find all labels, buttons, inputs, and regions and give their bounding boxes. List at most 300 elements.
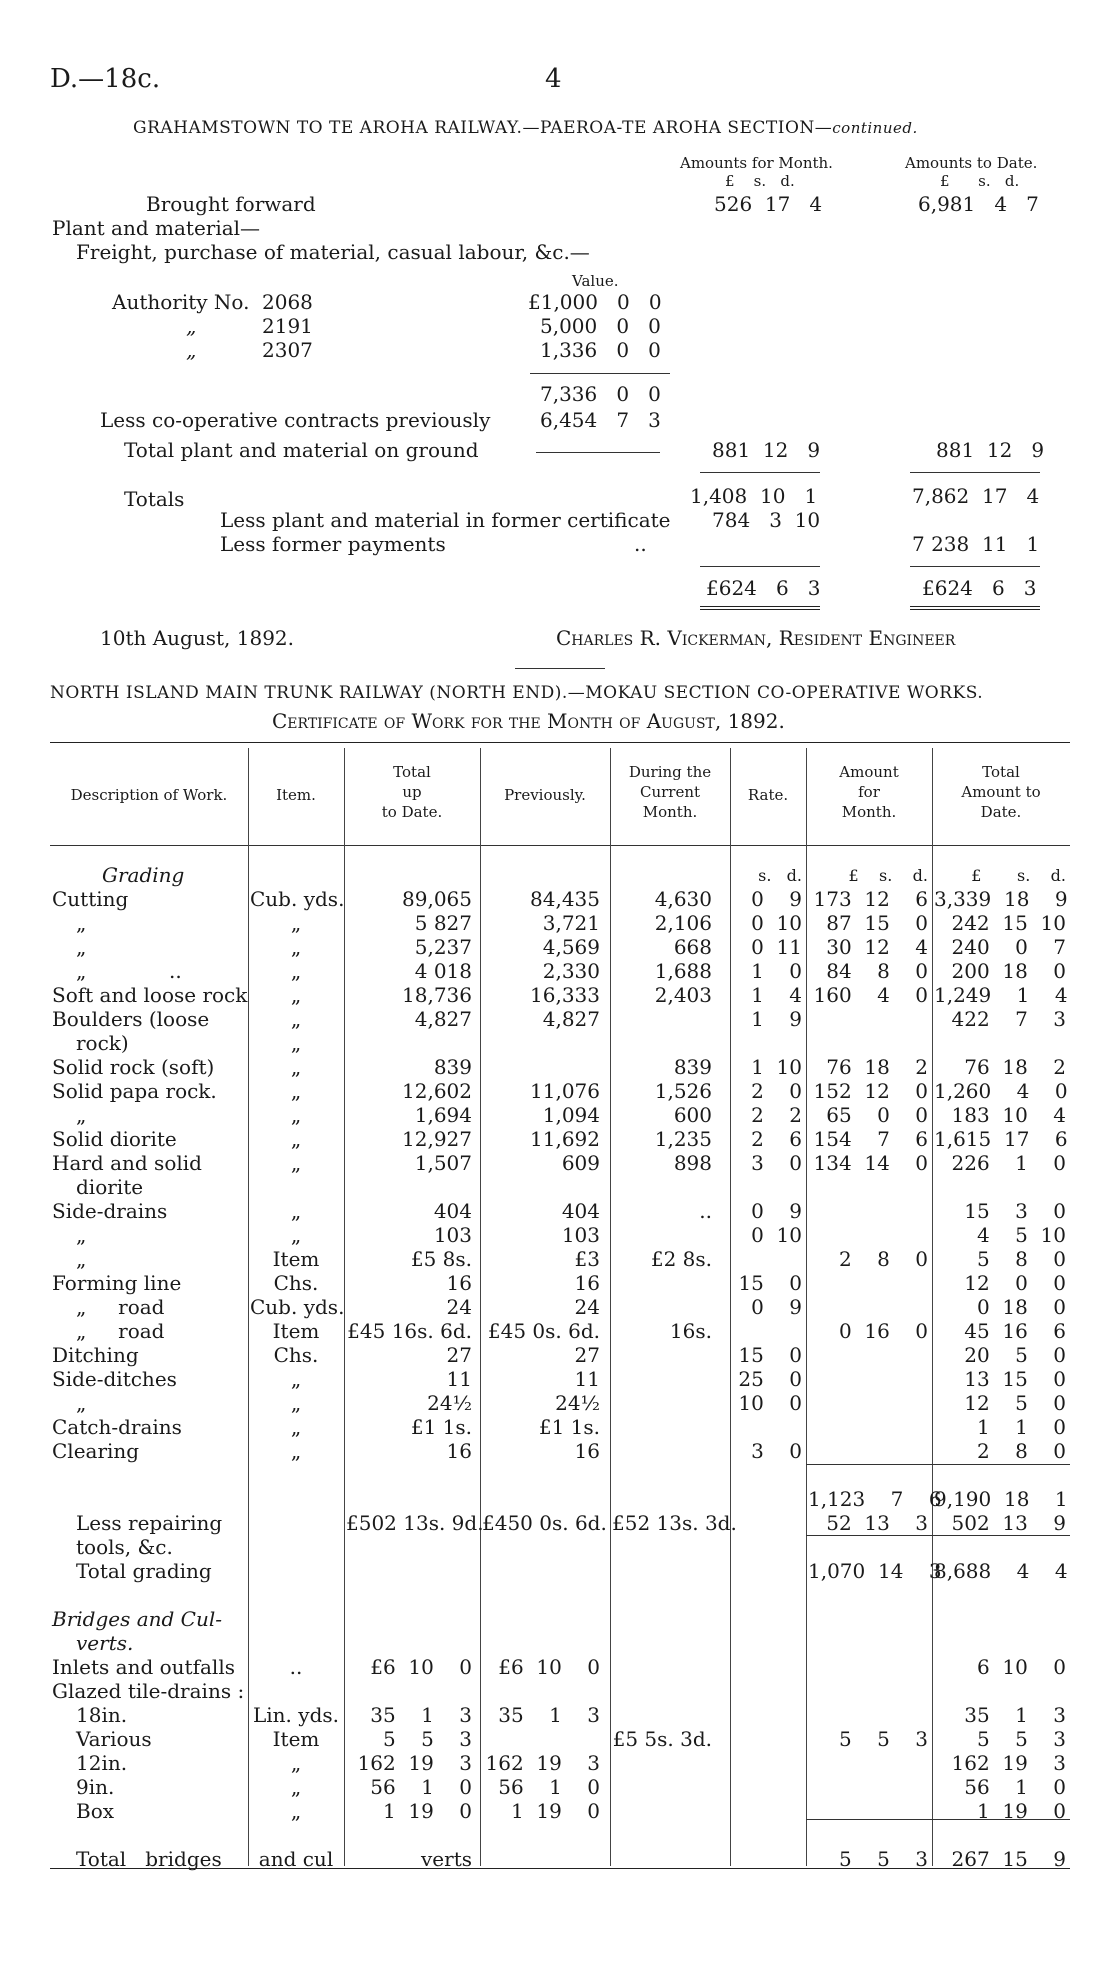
table-cell-tot: 1 19 0 (976, 1799, 1066, 1823)
lsd-header-month: £ s. d. (725, 172, 795, 190)
table-cell-rate: 3 0 (751, 1439, 802, 1463)
page-number: 4 (545, 64, 562, 94)
final-date: £624 6 3 (922, 576, 1037, 600)
header-line: Month. (841, 803, 897, 821)
table-cell-prev: 16,333 (530, 983, 600, 1007)
table-cell-rate: 0 10 (751, 1223, 802, 1247)
table-cell-tot: 2 8 0 (976, 1439, 1066, 1463)
table-cell-amt: 2 8 0 (838, 1247, 928, 1271)
subtotal-rule (530, 373, 670, 374)
table-cell-cur: 1,235 (654, 1127, 712, 1151)
table-cell-tot: 15 3 0 (964, 1199, 1066, 1223)
table-cell-total: £1 1s. (410, 1415, 472, 1439)
less-plant-former-label: Less plant and material in former certificate (220, 508, 671, 532)
table-cell-item: „ (290, 959, 302, 983)
table-cell-item: Item (272, 1319, 320, 1343)
table-cell-prev: 24 (574, 1295, 600, 1319)
less-plant-former-month: 784 3 10 (712, 508, 821, 532)
column-divider (610, 748, 611, 1866)
table-cell-cur: £2 8s. (650, 1247, 712, 1271)
table-cell-cur: £5 5s. 3d. (612, 1727, 712, 1751)
freight-label: Freight, purchase of material, casual labour, &c.— (76, 240, 590, 264)
table-cell-desc: „ .. (76, 959, 182, 983)
table-cell-tot: 200 18 0 (951, 959, 1066, 983)
table-cell-total: 1 19 0 (382, 1799, 472, 1823)
table-cell-desc: Total bridges (76, 1847, 222, 1871)
table-cell-item: „ (290, 1031, 302, 1055)
leader-rule (536, 452, 660, 453)
table-cell-amt: 0 16 0 (838, 1319, 928, 1343)
table-cell-desc: Inlets and outfalls (52, 1655, 235, 1679)
table-cell-rate: 0 10 (751, 911, 802, 935)
table-cell-item: „ (290, 1151, 302, 1175)
header-total-amount (932, 762, 1070, 822)
table-cell-desc: Solid diorite (52, 1127, 177, 1151)
table-cell-cur: 2,106 (654, 911, 712, 935)
header-line: for (858, 783, 880, 801)
table-cell-tot: 242 15 10 (951, 911, 1066, 935)
section2-title: NORTH ISLAND MAIN TRUNK RAILWAY (NORTH END).—MOKAU SECTION CO-OPERATIVE WORKS. (50, 683, 984, 703)
table-cell-cur: 1,688 (654, 959, 712, 983)
table-cell-desc: Cutting (52, 887, 129, 911)
table-cell-total: 24 (446, 1295, 472, 1319)
table-top-rule (50, 742, 1070, 743)
table-cell-rate: 0 9 (751, 1295, 802, 1319)
authority-number: 2307 (262, 338, 313, 362)
table-cell-tot: 45 16 6 (964, 1319, 1066, 1343)
table-cell-item: „ (290, 1799, 302, 1823)
table-cell-desc: Ditching (52, 1343, 139, 1367)
section-divider (515, 668, 605, 669)
table-cell-rate: 2 6 (751, 1127, 802, 1151)
table-cell-rate: 0 9 (751, 1199, 802, 1223)
table-cell-prev: 24½ (555, 1391, 600, 1415)
section2-subtitle: Certificate of Work for the Month of August, 1892. (272, 709, 785, 733)
header-line: During the (628, 763, 712, 781)
table-cell-amt: 173 12 6 (813, 887, 928, 911)
bridges-total-rule (806, 1819, 1070, 1820)
table-cell-rate: 10 0 (738, 1391, 802, 1415)
header-rate (730, 786, 806, 804)
table-cell-desc: „ (76, 1103, 87, 1127)
total-plant-date: 881 12 9 (936, 438, 1045, 462)
header-description (50, 786, 248, 804)
column-divider (248, 748, 249, 1866)
header-line: Total (982, 763, 1020, 781)
lsd-header-date: £ s. d. (940, 172, 1020, 190)
table-cell-desc: „ (76, 1391, 87, 1415)
table-cell-amt: 134 14 0 (813, 1151, 928, 1175)
table-cell-tot: 1,260 4 0 (934, 1079, 1068, 1103)
table-cell-tot: 3,339 18 9 (934, 887, 1068, 911)
table-cell-tot: 12 5 0 (964, 1391, 1066, 1415)
table-cell-item: Cub. yds. (250, 887, 345, 911)
table-cell-tot: 0 18 0 (976, 1295, 1066, 1319)
authority-label: Authority No. (112, 290, 250, 314)
table-cell-item: „ (290, 1223, 302, 1247)
table-cell-desc: Total grading (76, 1559, 212, 1583)
table-cell-prev: 16 (574, 1439, 600, 1463)
table-cell-prev: 103 (561, 1223, 600, 1247)
table-cell-tot: 1,249 1 4 (934, 983, 1068, 1007)
col-header-date: Amounts to Date. (905, 154, 1038, 172)
table-cell-total: 89,065 (402, 887, 472, 911)
header-rate-text: Rate. (747, 786, 789, 804)
table-cell-prev: £1 1s. (538, 1415, 600, 1439)
page-reference: D.—18c. (50, 64, 161, 94)
table-cell-item: „ (290, 1439, 302, 1463)
table-cell-tot: 422 7 3 (951, 1007, 1066, 1031)
table-cell-cur: 898 (673, 1151, 712, 1175)
table-cell-item: Chs. (273, 1343, 319, 1367)
table-cell-desc: „ road (76, 1319, 165, 1343)
less-former-date: 7 238 11 1 (912, 532, 1040, 556)
total-grading-rule-amount (806, 1535, 932, 1536)
table-cell-rate: 15 0 (738, 1271, 802, 1295)
table-header-rule (50, 845, 1070, 846)
table-cell-desc: tools, &c. (76, 1535, 173, 1559)
table-cell-prev: 11 (574, 1367, 600, 1391)
table-cell-amt: 5 5 3 (838, 1727, 928, 1751)
table-cell-total: 5,237 (414, 935, 472, 959)
table-cell-item: Chs. (273, 1271, 319, 1295)
less-former-dots: .. (634, 532, 647, 556)
table-cell-total: 11 (446, 1367, 472, 1391)
date-line: 10th August, 1892. (100, 626, 295, 650)
table-cell-tot: 226 1 0 (951, 1151, 1066, 1175)
table-cell-desc: Clearing (52, 1439, 140, 1463)
section1-title-text: GRAHAMSTOWN TO TE AROHA RAILWAY.—PAEROA-TE AROHA SECTION— (133, 118, 833, 138)
brought-forward-month: 526 17 4 (714, 192, 823, 216)
table-cell-total: 35 1 3 (370, 1703, 472, 1727)
table-cell-tot: 1 1 0 (976, 1415, 1066, 1439)
header-line: Total (393, 763, 431, 781)
table-cell-total: 4,827 (414, 1007, 472, 1031)
table-cell-tot: 162 19 3 (951, 1751, 1066, 1775)
table-cell-total: £5 8s. (410, 1247, 472, 1271)
table-cell-desc: Side-drains (52, 1199, 168, 1223)
table-cell-prev: 27 (574, 1343, 600, 1367)
table-cell-tot: 20 5 0 (964, 1343, 1066, 1367)
table-cell-cur: 839 (673, 1055, 712, 1079)
table-cell-desc: „ (76, 935, 87, 959)
table-cell-desc: 18in. (76, 1703, 128, 1727)
table-cell-cur: 16s. (669, 1319, 712, 1343)
table-cell-total: 5 827 (414, 911, 472, 935)
table-cell-amt: 84 8 0 (826, 959, 928, 983)
table-cell-rate: 2 0 (751, 1079, 802, 1103)
table-cell-total: 18,736 (402, 983, 472, 1007)
table-cell-desc: diorite (76, 1175, 144, 1199)
col-header-month: Amounts for Month. (680, 154, 833, 172)
table-cell-amt: 30 12 4 (826, 935, 928, 959)
rule-date (910, 472, 1040, 473)
less-coop-value: 6,454 7 3 (540, 408, 661, 432)
authority-number: 2068 (262, 290, 313, 314)
table-cell-item: „ (290, 1775, 302, 1799)
table-cell-tot: 4 5 10 (976, 1223, 1066, 1247)
table-cell-prev: 4,569 (542, 935, 600, 959)
header-line: up (402, 783, 422, 801)
table-cell-prev: 2,330 (542, 959, 600, 983)
double-rule-month (700, 606, 820, 610)
table-cell-rate: 1 0 (751, 959, 802, 983)
total-plant-month: 881 12 9 (712, 438, 821, 462)
subtotal-rule-amount (806, 1464, 932, 1465)
table-cell-total: 1,694 (414, 1103, 472, 1127)
table-cell-tot: £ s. d. (971, 866, 1066, 885)
table-cell-rate: 2 2 (751, 1103, 802, 1127)
table-cell-tot: 76 18 2 (964, 1055, 1066, 1079)
section1-title-continued: continued. (832, 119, 918, 137)
total-plant-label: Total plant and material on ground (124, 438, 479, 462)
column-divider (932, 748, 933, 1866)
table-cell-item: „ (290, 1199, 302, 1223)
table-cell-item: „ (290, 1415, 302, 1439)
table-cell-item: „ (290, 983, 302, 1007)
table-cell-rate: s. d. (758, 866, 802, 885)
table-cell-desc: Solid rock (soft) (52, 1055, 215, 1079)
table-cell-rate: 0 9 (751, 887, 802, 911)
value-label: Value. (572, 272, 619, 290)
table-cell-total: 404 (433, 1199, 472, 1223)
table-cell-desc: „ (76, 1223, 87, 1247)
table-cell-desc: Grading (102, 863, 185, 887)
table-cell-prev: 3,721 (542, 911, 600, 935)
table-cell-prev: £6 10 0 (498, 1655, 600, 1679)
table-cell-cur: 600 (673, 1103, 712, 1127)
rule-date (910, 566, 1040, 567)
column-divider (806, 748, 807, 1866)
table-cell-total: 839 (433, 1055, 472, 1079)
header-line: Current (639, 783, 701, 801)
totals-month: 1,408 10 1 (690, 484, 818, 508)
table-cell-cur: 2,403 (654, 983, 712, 1007)
table-cell-total: 16 (446, 1271, 472, 1295)
plant-heading: Plant and material— (52, 216, 261, 240)
table-cell-prev: 162 19 3 (485, 1751, 600, 1775)
table-cell-rate: 3 0 (751, 1151, 802, 1175)
table-cell-total: £45 16s. 6d. (347, 1319, 472, 1343)
table-cell-rate: 25 0 (738, 1367, 802, 1391)
table-cell-prev: 16 (574, 1271, 600, 1295)
double-rule-date (910, 606, 1040, 610)
table-cell-total: 12,927 (402, 1127, 472, 1151)
table-cell-cur: 1,526 (654, 1079, 712, 1103)
table-cell-prev: 35 1 3 (498, 1703, 600, 1727)
table-cell-prev: £45 0s. 6d. (487, 1319, 600, 1343)
table-cell-desc: Forming line (52, 1271, 182, 1295)
table-cell-prev: 404 (561, 1199, 600, 1223)
table-cell-prev: 56 1 0 (498, 1775, 600, 1799)
subtotal-rule-total (932, 1464, 1070, 1465)
table-cell-rate: 1 9 (751, 1007, 802, 1031)
header-previously-text: Previously. (504, 786, 586, 804)
table-cell-tot: 8,688 4 4 (934, 1559, 1068, 1583)
totals-date: 7,862 17 4 (912, 484, 1040, 508)
table-cell-desc: Various (76, 1727, 152, 1751)
brought-forward-label: Brought forward (146, 192, 316, 216)
table-cell-total: 24½ (427, 1391, 472, 1415)
table-cell-item: .. (289, 1655, 303, 1679)
table-cell-item: „ (290, 1127, 302, 1151)
totals-label: Totals (124, 487, 185, 511)
table-cell-amt: 1,070 14 3 (808, 1559, 942, 1583)
header-amount-month (806, 762, 932, 822)
table-cell-rate: 1 10 (751, 1055, 802, 1079)
authority-value: 5,000 0 0 (540, 314, 661, 338)
table-cell-tot: 183 10 4 (951, 1103, 1066, 1127)
authority-value: £1,000 0 0 (528, 290, 662, 314)
table-cell-prev: £450 0s. 6d. (482, 1511, 607, 1535)
table-cell-desc: Box (76, 1799, 115, 1823)
table-cell-desc: „ (76, 911, 87, 935)
table-cell-desc: 12in. (76, 1751, 128, 1775)
table-cell-prev: 84,435 (530, 887, 600, 911)
table-cell-amt: 76 18 2 (826, 1055, 928, 1079)
table-cell-desc: verts. (76, 1631, 134, 1655)
table-cell-item: „ (290, 1007, 302, 1031)
table-cell-cur: £52 13s. 3d. (612, 1511, 737, 1535)
table-cell-total: £502 13s. 9d. (346, 1511, 484, 1535)
table-cell-tot: 267 15 9 (951, 1847, 1066, 1871)
less-coop-label: Less co-operative contracts previously (100, 408, 491, 432)
column-divider (344, 748, 345, 1866)
table-cell-item: „ (290, 1055, 302, 1079)
brought-forward-date: 6,981 4 7 (918, 192, 1039, 216)
total-grading-rule-total (932, 1535, 1070, 1536)
table-cell-tot: 13 15 0 (964, 1367, 1066, 1391)
table-cell-prev: 4,827 (542, 1007, 600, 1031)
table-cell-amt: 87 15 0 (826, 911, 928, 935)
header-line: Month. (642, 803, 698, 821)
section1-title (133, 118, 918, 138)
table-cell-desc: „ road (76, 1295, 165, 1319)
table-cell-item: „ (290, 1103, 302, 1127)
table-cell-item: Item (272, 1247, 320, 1271)
ditto-mark: „ (186, 314, 197, 338)
less-former-payments-label: Less former payments (220, 532, 446, 556)
table-cell-desc: Glazed tile-drains : (52, 1679, 245, 1703)
table-cell-total: 56 1 0 (370, 1775, 472, 1799)
table-cell-prev: 11,076 (530, 1079, 600, 1103)
table-cell-amt: 1,123 7 6 (808, 1487, 942, 1511)
table-cell-prev: 1 19 0 (510, 1799, 600, 1823)
table-cell-amt: 5 5 3 (838, 1847, 928, 1871)
rule-month (700, 566, 820, 567)
table-cell-tot: 5 5 3 (976, 1727, 1066, 1751)
table-cell-prev: £3 (574, 1247, 600, 1271)
table-cell-desc: Catch-drains (52, 1415, 182, 1439)
table-cell-item: „ (290, 935, 302, 959)
authority-subtotal: 7,336 0 0 (540, 382, 661, 406)
table-cell-tot: 9,190 18 1 (934, 1487, 1068, 1511)
table-cell-desc: Bridges and Cul- (52, 1607, 223, 1631)
header-line: Amount (839, 763, 899, 781)
final-month: £624 6 3 (706, 576, 821, 600)
table-cell-tot: 5 8 0 (976, 1247, 1066, 1271)
table-cell-desc: Side-ditches (52, 1367, 177, 1391)
table-cell-amt: 154 7 6 (813, 1127, 928, 1151)
header-line: Date. (980, 803, 1022, 821)
table-cell-tot: 56 1 0 (964, 1775, 1066, 1799)
ditto-mark: „ (186, 338, 197, 362)
table-cell-amt: £ s. d. (848, 866, 928, 885)
table-cell-total: 5 5 3 (382, 1727, 472, 1751)
table-cell-total: £6 10 0 (370, 1655, 472, 1679)
header-item-text: Item. (276, 786, 316, 804)
table-cell-total: verts (421, 1847, 472, 1871)
table-cell-total: 16 (446, 1439, 472, 1463)
table-cell-rate: 15 0 (738, 1343, 802, 1367)
table-cell-item: „ (290, 1079, 302, 1103)
table-cell-prev: 1,094 (542, 1103, 600, 1127)
table-cell-prev: 11,692 (530, 1127, 600, 1151)
table-cell-prev: 609 (561, 1151, 600, 1175)
header-previously (480, 786, 610, 804)
table-cell-tot: 6 10 0 (976, 1655, 1066, 1679)
header-line: to Date. (381, 803, 443, 821)
table-cell-total: 4 018 (414, 959, 472, 983)
table-cell-desc: Hard and solid (52, 1151, 202, 1175)
engineer-signature: Charles R. Vickerman, Resident Engineer (556, 626, 956, 650)
table-cell-rate: 1 4 (751, 983, 802, 1007)
table-cell-item: „ (290, 1751, 302, 1775)
table-cell-desc: Soft and loose rock (52, 983, 248, 1007)
table-cell-item: Cub. yds. (250, 1295, 345, 1319)
rule-month (700, 472, 820, 473)
table-cell-item: Item (272, 1727, 320, 1751)
header-line: Amount to (961, 783, 1041, 801)
table-cell-amt: 65 0 0 (826, 1103, 928, 1127)
header-current-month (610, 762, 730, 822)
table-cell-desc: „ (76, 1247, 87, 1271)
header-description-text: Description of Work. (70, 786, 228, 804)
table-cell-item: „ (290, 1367, 302, 1391)
table-cell-amt: 52 13 3 (826, 1511, 928, 1535)
table-cell-desc: Boulders (loose (52, 1007, 210, 1031)
table-cell-desc: rock) (76, 1031, 129, 1055)
table-cell-total: 162 19 3 (357, 1751, 472, 1775)
authority-value: 1,336 0 0 (540, 338, 661, 362)
table-cell-item: „ (290, 911, 302, 935)
table-cell-cur: 4,630 (654, 887, 712, 911)
table-cell-amt: 152 12 0 (813, 1079, 928, 1103)
table-cell-item: and cul (258, 1847, 334, 1871)
table-cell-total: 1,507 (414, 1151, 472, 1175)
table-cell-cur: 668 (673, 935, 712, 959)
table-cell-rate: 0 11 (751, 935, 802, 959)
table-cell-total: 103 (433, 1223, 472, 1247)
table-cell-item: „ (290, 1391, 302, 1415)
table-cell-item: Lin. yds. (253, 1703, 339, 1727)
table-cell-amt: 160 4 0 (813, 983, 928, 1007)
authority-number: 2191 (262, 314, 313, 338)
column-divider (730, 748, 731, 1866)
table-cell-tot: 35 1 3 (964, 1703, 1066, 1727)
table-cell-tot: 502 13 9 (951, 1511, 1066, 1535)
header-total-to-date (344, 762, 480, 822)
table-cell-tot: 1,615 17 6 (934, 1127, 1068, 1151)
table-cell-cur: .. (699, 1199, 712, 1223)
table-cell-tot: 240 0 7 (951, 935, 1066, 959)
table-cell-desc: 9in. (76, 1775, 115, 1799)
header-item (248, 786, 344, 804)
table-cell-desc: Solid papa rock. (52, 1079, 217, 1103)
table-cell-total: 12,602 (402, 1079, 472, 1103)
table-cell-desc: Less repairing (76, 1511, 223, 1535)
column-divider (480, 748, 481, 1866)
